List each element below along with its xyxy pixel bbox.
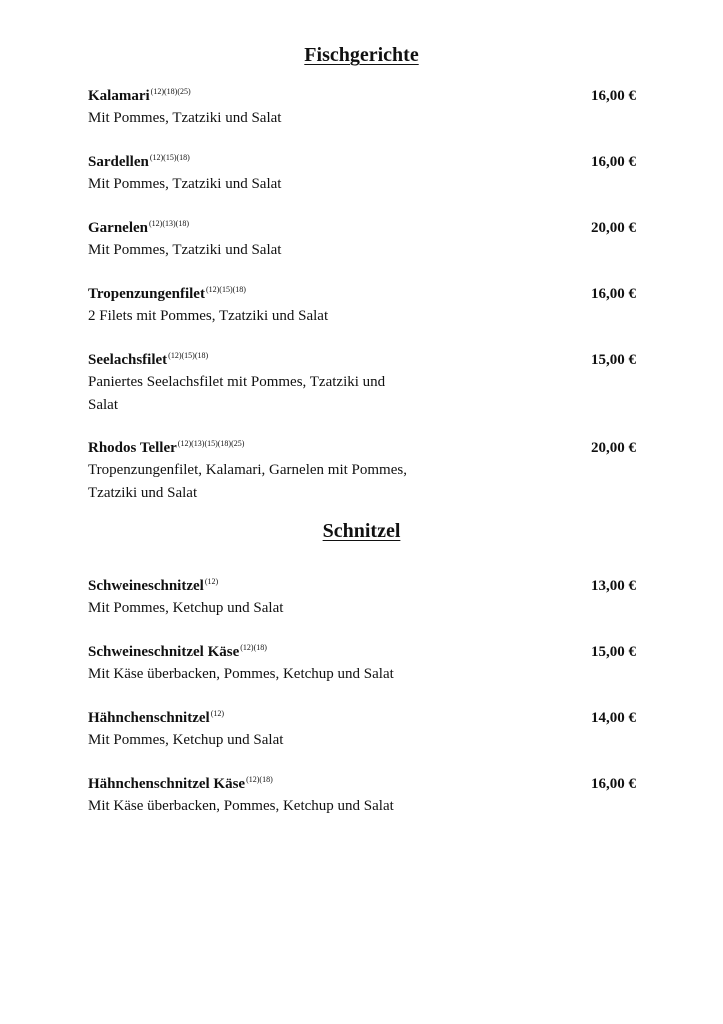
item-description: Mit Pommes, Tzatziki und Salat (88, 110, 282, 126)
allergen-codes: (12)(18)(25) (150, 87, 191, 96)
menu-item-schweineschnitzel-kaese (88, 642, 636, 686)
item-name: Schweineschnitzel Käse$^{(12)(18)}$ (88, 643, 267, 660)
item-name: Schweineschnitzel$^{(12)}$ (88, 577, 219, 594)
item-price: 15,00 € (591, 644, 636, 660)
item-name: Kalamari$^{(12)(18)(25)}$ (88, 87, 191, 104)
item-price: 15,00 € (591, 352, 636, 368)
item-description: Mit Käse überbacken, Pommes, Ketchup und Salat (88, 666, 394, 682)
allergen-codes: (12)(15)(18) (149, 153, 190, 162)
menu-item-haehnchenschnitzel (88, 708, 636, 752)
item-description: Mit Pommes, Tzatziki und Salat (88, 176, 282, 192)
menu-item-rhodos-teller (88, 438, 636, 505)
allergen-codes: (12)(15)(18) (205, 285, 246, 294)
section-title-fischgerichte: Fischgerichte (304, 44, 419, 66)
item-name: Garnelen$^{(12)(13)(18)}$ (88, 219, 189, 236)
item-description: 2 Filets mit Pommes, Tzatziki und Salat (88, 308, 329, 324)
item-price: 20,00 € (591, 220, 636, 236)
item-name: Sardellen$^{(12)(15)(18)}$ (88, 153, 190, 170)
allergen-codes: (12)(13)(18) (149, 219, 189, 228)
item-price: 14,00 € (591, 710, 636, 726)
allergen-codes: (12)(18) (246, 775, 273, 784)
menu-item-sardellen (88, 152, 636, 196)
item-name: Seelachsfilet$^{(12)(15)(18)}$ (88, 351, 209, 368)
menu-item-kalamari (88, 86, 636, 130)
allergen-codes: (12) (204, 577, 219, 586)
item-description: Tropenzungenfilet, Kalamari, Garnelen mit Pommes, Tzatziki und Salat (88, 462, 407, 501)
item-price: 16,00 € (591, 154, 636, 170)
item-description: Mit Pommes, Ketchup und Salat (88, 600, 284, 616)
item-price: 16,00 € (591, 88, 636, 104)
allergen-codes: (12)(15)(18) (168, 351, 209, 360)
item-price: 16,00 € (591, 776, 636, 792)
item-name: Tropenzungenfilet$^{(12)(15)(18)}$ (88, 285, 246, 302)
item-price: 16,00 € (591, 286, 636, 302)
item-description: Mit Pommes, Tzatziki und Salat (88, 242, 282, 258)
item-name: Hähnchenschnitzel Käse$^{(12)(18)}$ (88, 775, 273, 792)
item-description: Paniertes Seelachsfilet mit Pommes, Tzatziki und Salat (88, 374, 386, 413)
menu-item-haehnchenschnitzel-kaese (88, 774, 636, 818)
item-description: Mit Pommes, Ketchup und Salat (88, 732, 284, 748)
section-title-schnitzel: Schnitzel (322, 520, 401, 542)
item-name: Hähnchenschnitzel$^{(12)}$ (88, 709, 225, 726)
menu-item-seelachsfilet (88, 350, 636, 417)
menu-item-schweineschnitzel (88, 576, 636, 620)
allergen-codes: (12)(18) (240, 643, 267, 652)
menu-item-tropenzungenfilet (88, 284, 636, 328)
item-price: 20,00 € (591, 440, 636, 456)
menu-item-garnelen (88, 218, 636, 262)
item-price: 13,00 € (591, 578, 636, 594)
allergen-codes: (12)(13)(15)(18)(25) (177, 439, 245, 448)
item-name: Rhodos Teller$^{(12)(13)(15)(18)(25)}$ (88, 439, 245, 456)
item-description: Mit Käse überbacken, Pommes, Ketchup und Salat (88, 798, 394, 814)
allergen-codes: (12) (210, 709, 225, 718)
